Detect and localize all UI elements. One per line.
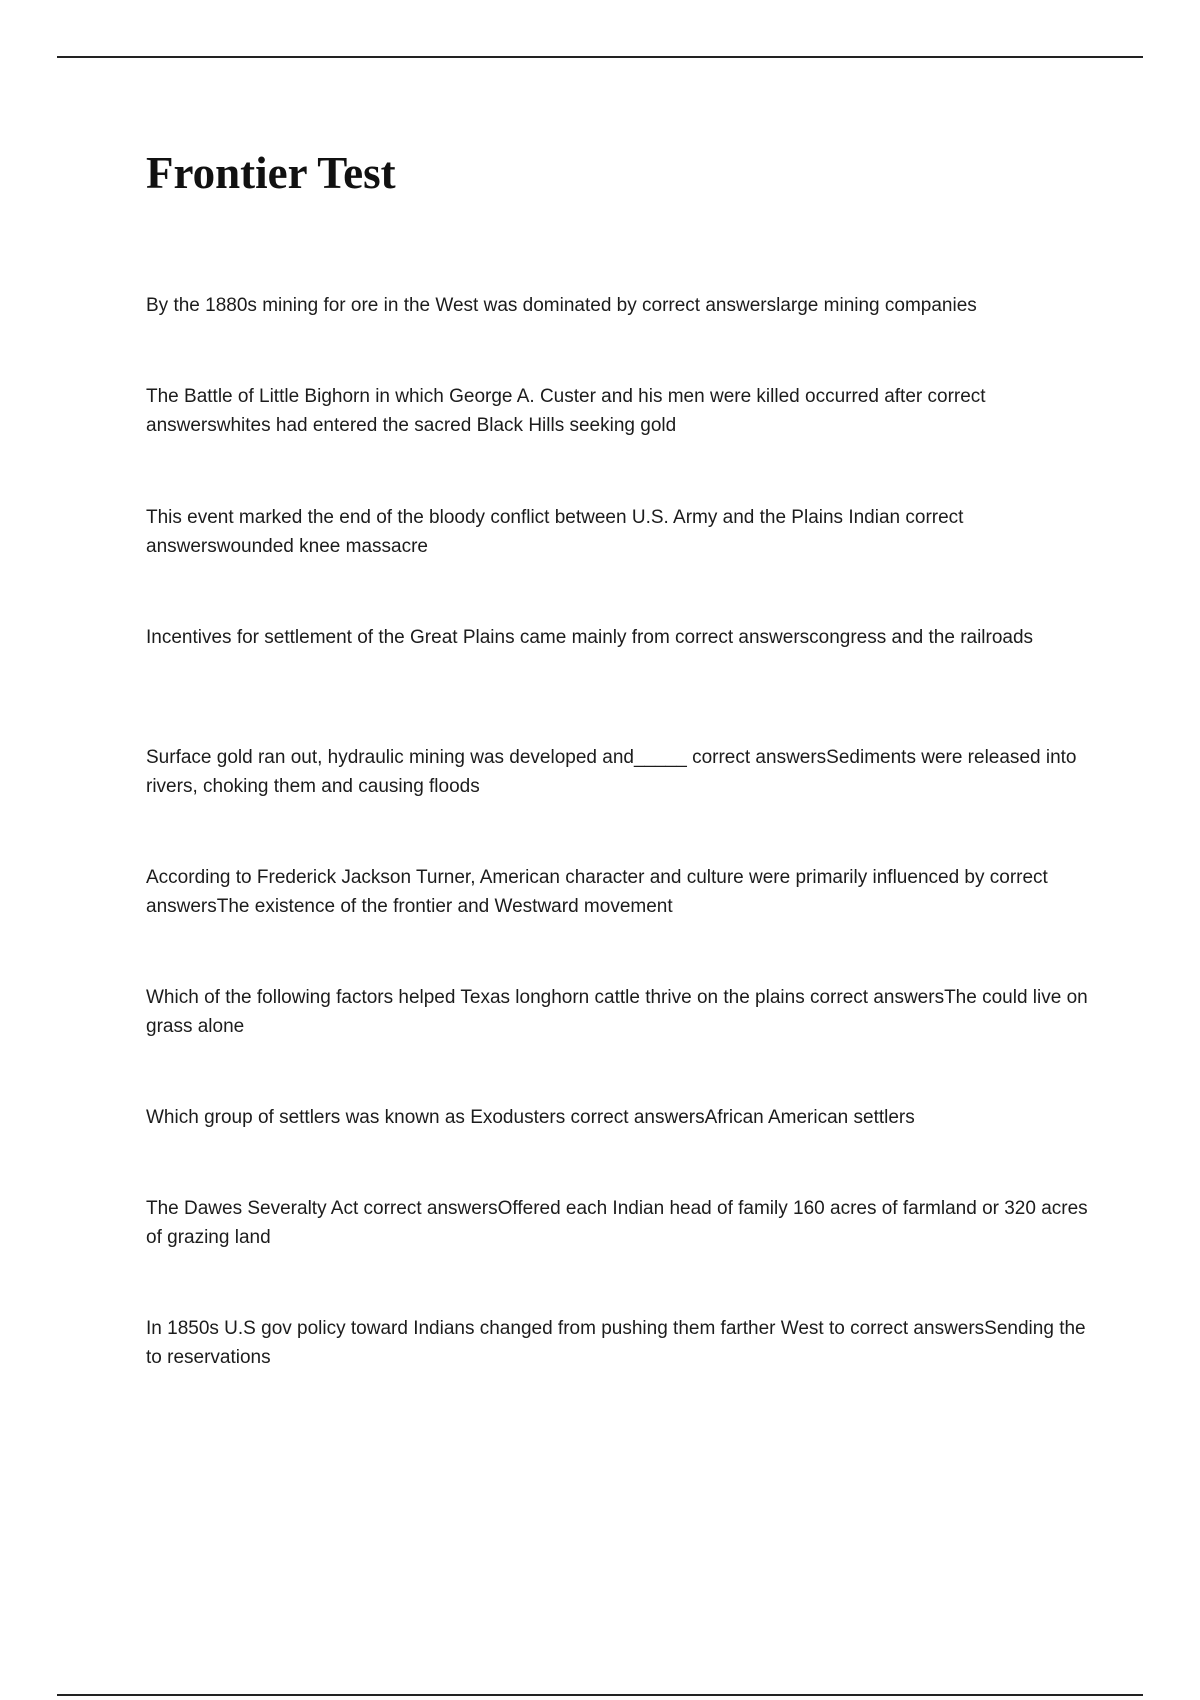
- question-answer-1: By the 1880s mining for ore in the West was dominated by correct answerslarge mining companies: [146, 295, 977, 316]
- question-answer-2: The Battle of Little Bighorn in which George A. Custer and his men were killed occurred after correct answerswhites had entered the sacred Black Hills seeking gold: [146, 386, 986, 436]
- question-answer-4: Incentives for settlement of the Great Plains came mainly from correct answerscongress and the railroads: [146, 627, 1034, 648]
- page-title: Frontier Test: [146, 148, 396, 198]
- question-answer-7: Which of the following factors helped Texas longhorn cattle thrive on the plains correct answersThe could live on grass alone: [146, 987, 1088, 1037]
- question-answer-10: In 1850s U.S gov policy toward Indians changed from pushing them farther West to correct answersSending the to reservations: [146, 1318, 1086, 1368]
- question-answer-5: Surface gold ran out, hydraulic mining was developed and_____ correct answersSediments were released into rivers, choking them and causing floods: [146, 747, 1077, 797]
- question-answer-3: This event marked the end of the bloody conflict between U.S. Army and the Plains Indian correct answerswounded knee massacre: [146, 507, 964, 557]
- question-answer-6: According to Frederick Jackson Turner, American character and culture were primarily influenced by correct answersThe existence of the frontier and Westward movement: [146, 867, 1048, 917]
- header-rule: [57, 56, 1143, 58]
- question-answer-9: The Dawes Severalty Act correct answersOffered each Indian head of family 160 acres of farmland or 320 acres of grazing land: [146, 1198, 1088, 1248]
- footer-rule: [57, 1694, 1143, 1696]
- question-answer-8: Which group of settlers was known as Exodusters correct answersAfrican American settlers: [146, 1107, 915, 1128]
